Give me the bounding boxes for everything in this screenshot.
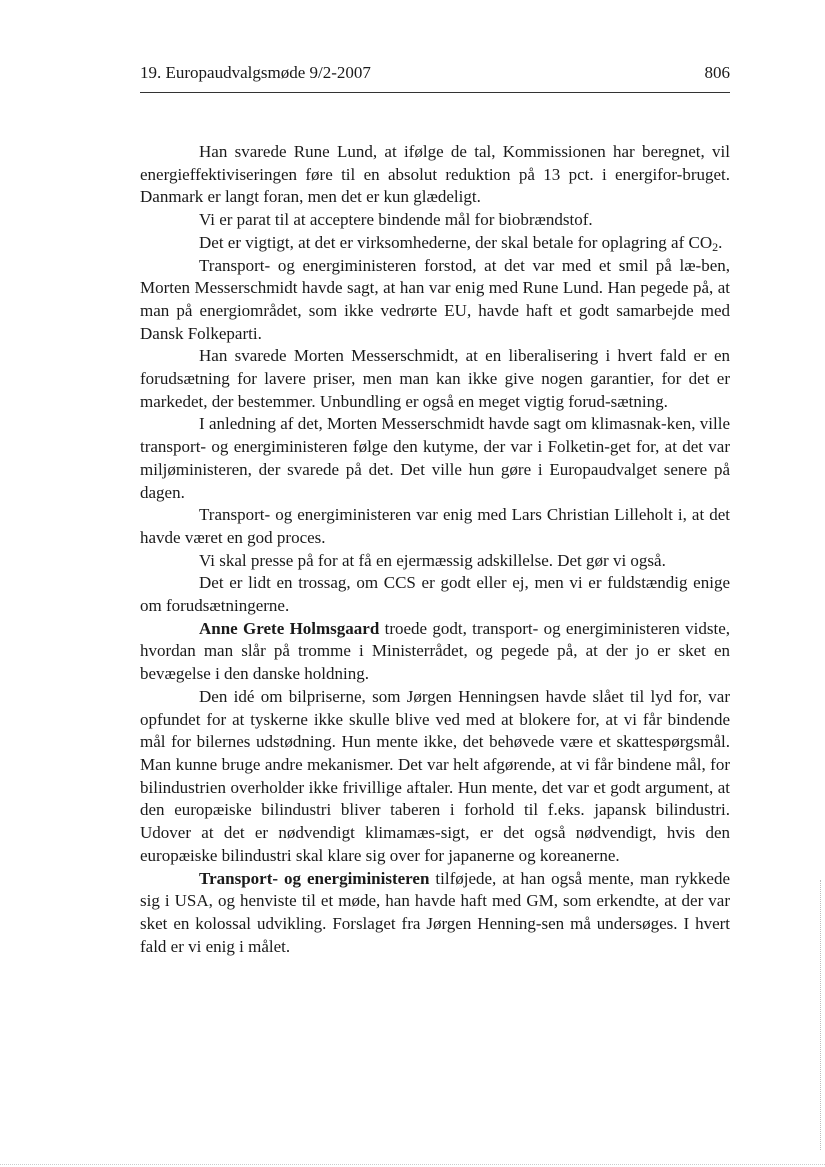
paragraph: Han svarede Morten Messerschmidt, at en liberalisering i hvert fald er en forudsætning for lavere priser, men man kan ikke give nogen garantier, for det er markedet, der bestemmer. Unbundling er også en meget vigtig forud-sætning. (140, 346, 730, 411)
paragraph: Transport- og energiministeren tilføjede, at han også mente, man rykkede sig i USA, og henviste til et møde, han havde haft med GM, som erkendte, at der var sket en kolossal udvikling. Forslaget fra Jørgen Henning-sen må undersøges. I hvert fald er vi enig i målet. (140, 868, 730, 956)
scan-artifact (819, 880, 821, 1150)
paragraph: Han svarede Rune Lund, at ifølge de tal, Kommissionen har beregnet, vil energieffektiviseringen føre til en absolut reduktion på 13 pct. i energifor-bruget. Danmark er langt foran, men det er kun glædeligt. (140, 142, 730, 207)
header-rule (140, 92, 730, 93)
paragraph: Den idé om bilpriserne, som Jørgen Henningsen havde slået til lyd for, var opfundet for at tyskerne ikke skulle blive ved med at blokere for, at vi får bindende mål for bilernes udstødning. Hun mente ikke, det behøvede være et skattespørgsmål. Man kunne bruge andre mekanismer. Det var helt afgørende, at vi får bindene mål, for bilindustrien overholder ikke frivillige aftaler. Hun mente, det var et godt argument, at den europæiske bilindustri bliver taberen i forhold til f.eks. japansk bilindustri. Udover at det er nødvendigt klimamæs-sigt, er det også nødvendigt, hvis den europæiske bilindustri skal klare sig over for japanerne og koreanerne. (140, 686, 730, 865)
scan-artifact (0, 1164, 825, 1165)
header-title: 19. Europaudvalgsmøde 9/2-2007 (140, 63, 371, 82)
page-header (140, 62, 730, 86)
speaker-name: Anne Grete Holmsgaard (199, 618, 380, 638)
paragraph: Transport- og energiministeren forstod, at det var med et smil på læ-ben, Morten Messerschmidt havde sagt, at han var enig med Rune Lund. Han pegede på, at man på energiområdet, som ikke vedrørte EU, havde haft et godt samarbejde med Dansk Folkeparti. (140, 255, 730, 343)
paragraph: Det er vigtigt, at det er virksomhederne, der skal betale for oplagring af CO2. (199, 232, 723, 254)
paragraph: Transport- og energiministeren var enig med Lars Christian Lilleholt i, at det havde været en god proces. (140, 505, 730, 547)
document-body (140, 141, 730, 958)
paragraph: I anledning af det, Morten Messerschmidt havde sagt om klimasnak-ken, ville transport- og energiministeren følge den kutyme, der var i Folketin-get for, at det var miljøministeren, der svarede på det. Det ville hun gøre i Europaudvalget senere på dagen. (140, 414, 730, 502)
paragraph: Anne Grete Holmsgaard troede godt, transport- og energiministeren vidste, hvordan man slår på tromme i Ministerrådet, og pegede på, at der jo er sket en bevægelse i den danske holdning. (140, 618, 730, 684)
paragraph: Vi skal presse på for at få en ejermæssig adskillelse. Det gør vi også. (199, 550, 666, 570)
page-number: 806 (704, 63, 730, 82)
paragraph: Det er lidt en trossag, om CCS er godt eller ej, men vi er fuldstændig enige om forudsætningerne. (140, 573, 730, 616)
speaker-name: Transport- og energiministeren (199, 868, 430, 888)
subscript: 2 (712, 239, 719, 254)
paragraph: Vi er parat til at acceptere bindende mål for biobrændstof. (199, 210, 593, 230)
